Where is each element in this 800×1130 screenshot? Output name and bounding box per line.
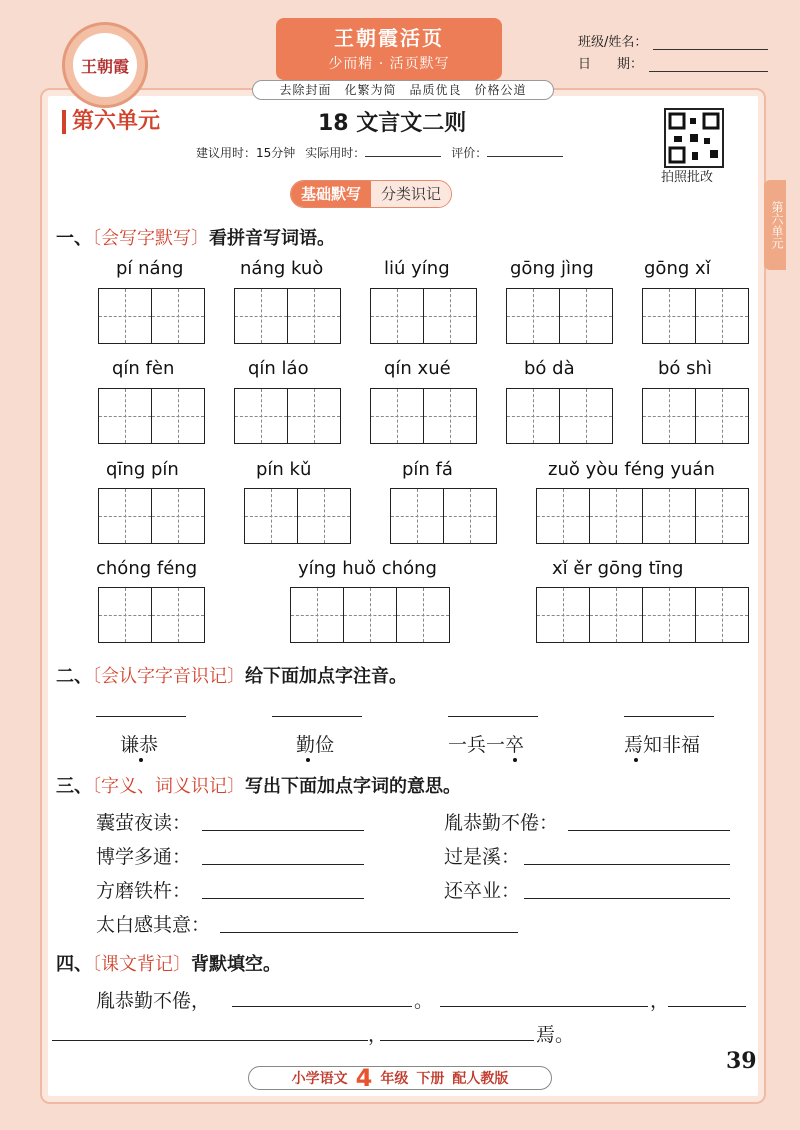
pinyin-label: pí náng [116,258,184,279]
writing-box[interactable] [536,587,749,643]
section-four-number: 四、 [56,954,92,975]
emphasis-dot [513,758,517,762]
footer-term: 下册 [416,1071,445,1087]
dotted-word: 勤俭 [296,734,335,756]
suggested-time: 建议用时：15分钟 [196,146,296,160]
recite-punct: ， [368,1024,388,1046]
pinyin-label: pín kǔ [256,459,312,480]
meaning-answer-line[interactable] [568,830,730,831]
banner-subtitle: 少而精 · 活页默写 [328,56,450,72]
brand-logo-text: 王朝霞 [73,33,137,97]
writing-box[interactable] [506,388,613,444]
writing-box[interactable] [642,288,749,344]
section-one-number: 一、 [56,228,92,249]
rating-field[interactable] [487,144,563,157]
meaning-answer-line[interactable] [202,864,364,865]
recite-punct: ， [650,990,670,1012]
pinyin-label: qín láo [248,358,309,379]
section-three-number: 三、 [56,776,92,797]
meaning-answer-line[interactable] [220,932,518,933]
recite-blank[interactable] [668,1006,746,1007]
pinyin-label: zuǒ yòu féng yuán [548,459,715,480]
writing-box[interactable] [98,587,205,643]
meaning-word: 囊萤夜读： [96,812,192,834]
footer-grade: 4 [355,1064,373,1092]
meaning-word: 胤恭勤不倦： [444,812,559,834]
section-one-text: 看拼音写词语。 [209,228,335,249]
pinyin-label: liú yíng [384,258,450,279]
pinyin-answer-line[interactable] [272,716,362,717]
recite-blank[interactable] [440,1006,648,1007]
pinyin-label: qīng pín [106,459,179,480]
brand-banner [276,18,502,80]
section-four-heading [56,950,281,976]
writing-box[interactable] [234,288,341,344]
rating-label: 评价： [451,146,488,160]
qr-pattern-icon [666,110,722,166]
writing-box[interactable] [290,587,450,643]
meaning-answer-line[interactable] [524,898,730,899]
recite-start: 胤恭勤不倦， [96,990,211,1012]
pinyin-answer-line[interactable] [96,716,186,717]
pinyin-label: chóng féng [96,558,198,579]
pill-secondary: 分类识记 [371,181,451,207]
writing-box[interactable] [536,488,749,544]
page-number: 39 [726,1048,757,1074]
pinyin-label: xǐ ěr gōng tīng [552,558,684,579]
writing-box[interactable] [98,388,205,444]
meaning-word: 还卒业： [444,880,521,902]
recite-blank[interactable] [232,1006,412,1007]
meaning-word: 过是溪： [444,846,521,868]
lesson-title: 18 文言文二则 [318,111,467,136]
pinyin-answer-line[interactable] [448,716,538,717]
meaning-word: 博学多通： [96,846,192,868]
section-three-heading [56,772,461,798]
writing-box[interactable] [642,388,749,444]
emphasis-dot [139,758,143,762]
emphasis-dot [306,758,310,762]
writing-box[interactable] [506,288,613,344]
recite-blank[interactable] [380,1040,534,1041]
recite-blank[interactable] [52,1040,368,1041]
writing-box[interactable] [234,388,341,444]
slogan: 去除封面 化繁为简 品质优良 价格公道 [252,80,554,100]
footer-subject: 小学语文 [291,1071,348,1087]
pinyin-label: gōng jìng [510,258,594,279]
emphasis-dot [634,758,638,762]
banner-title: 王朝霞活页 [334,26,444,50]
qr-code[interactable] [664,108,724,168]
class-name-label: 班级/姓名： [578,35,648,50]
writing-box[interactable] [98,288,205,344]
writing-box[interactable] [370,288,477,344]
writing-box[interactable] [244,488,351,544]
footer-grade-unit: 年级 [380,1071,409,1087]
pinyin-label: náng kuò [240,258,324,279]
dotted-word: 焉知非福 [624,734,701,756]
meaning-answer-line[interactable] [202,830,364,831]
section-four-text: 背默填空。 [191,954,281,975]
time-row [196,144,563,161]
student-info [578,28,768,72]
meaning-answer-line[interactable] [524,864,730,865]
pill-primary: 基础默写 [291,181,371,207]
pinyin-label: pín fá [402,459,453,480]
section-two-tag: 〔会认字字音识记〕 [92,666,245,687]
section-four-tag: 〔课文背记〕 [92,954,191,975]
pinyin-label: gōng xǐ [644,258,711,279]
dotted-word: 谦恭 [120,734,159,756]
pinyin-label: qín fèn [112,358,175,379]
pinyin-label: qín xué [384,358,451,379]
dotted-word: 一兵一卒 [448,734,525,756]
date-label: 日 期： [578,57,644,72]
section-two-text: 给下面加点字注音。 [245,666,407,687]
pinyin-label: yíng huǒ chóng [298,558,437,579]
meaning-word: 太白感其意： [96,914,211,936]
section-pill [290,180,452,208]
recite-punct: 。 [414,990,434,1012]
brand-logo [62,22,148,108]
actual-time-field[interactable] [365,144,441,157]
side-tab: 第六单元 [764,180,786,270]
class-name-field[interactable] [653,35,768,50]
date-field[interactable] [649,57,768,72]
meaning-word: 方磨铁杵： [96,880,192,902]
section-one-tag: 〔会写字默写〕 [92,228,209,249]
footer-badge [248,1066,552,1090]
recite-end: 焉。 [536,1024,575,1046]
pinyin-label: bó dà [524,358,575,379]
meaning-answer-line[interactable] [202,898,364,899]
writing-box[interactable] [98,488,205,544]
section-one-heading [56,224,335,250]
footer-edition: 配人教版 [452,1071,509,1087]
pinyin-label: bó shì [658,358,712,379]
section-three-tag: 〔字义、词义识记〕 [92,776,245,797]
writing-box[interactable] [390,488,497,544]
writing-box[interactable] [370,388,477,444]
section-two-heading [56,662,407,688]
pinyin-answer-line[interactable] [624,716,714,717]
section-three-text: 写出下面加点字词的意思。 [245,776,461,797]
unit-title: 第六单元 [62,110,160,134]
section-two-number: 二、 [56,666,92,687]
qr-caption: 拍照批改 [661,170,714,185]
actual-time-label: 实际用时： [305,146,366,160]
